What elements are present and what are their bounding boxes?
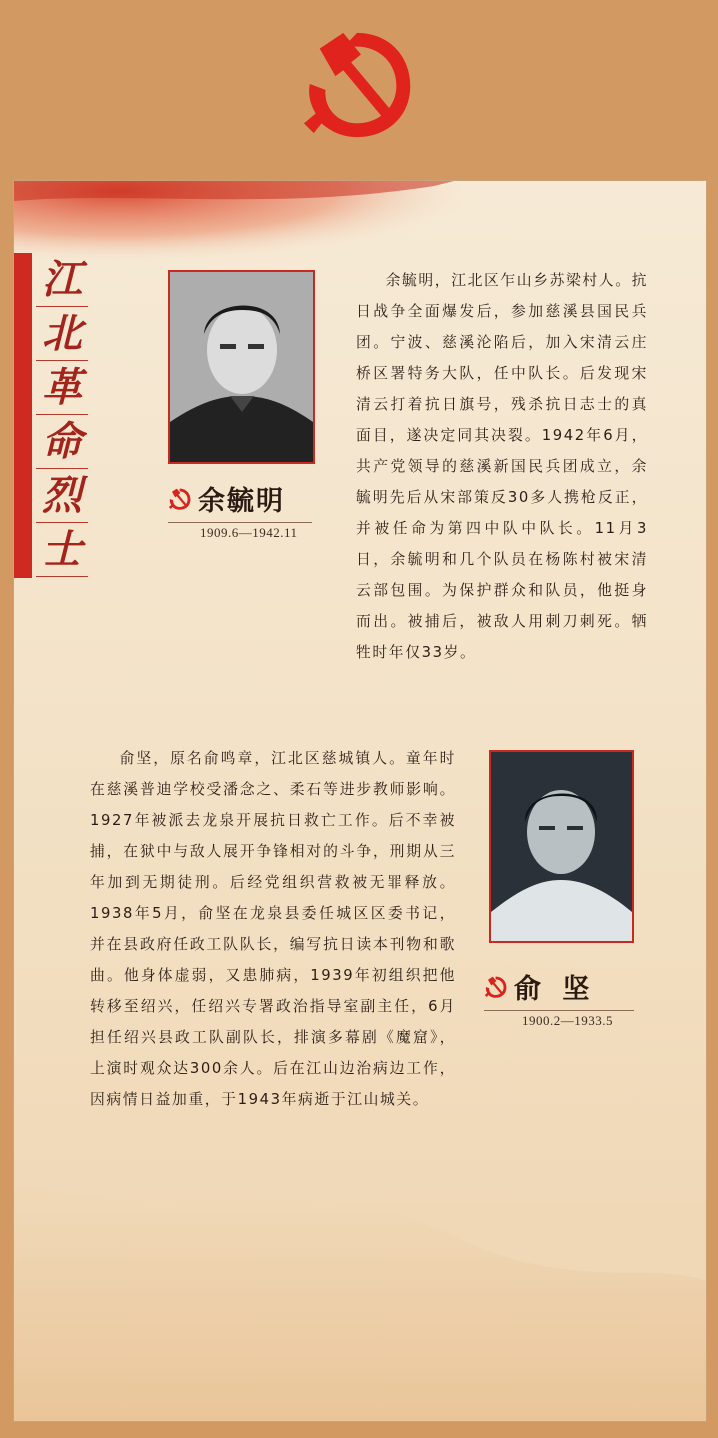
martyr-biography: 俞坚，原名俞鸣章，江北区慈城镇人。童年时在慈溪普迪学校受潘念之、柔石等进步教师影响。1927年被派去龙泉开展抗日救亡工作。后不幸被捕，在狱中与敌人展开争锋相对的斗争，刑期从三年加到无期徒刑。后经党组织营救被无罪释放。1938年5月，俞坚在龙泉县委任城区区委书记，并在县政府任政工队队长，编写抗日读本刊物和歌曲。他身体虚弱，又患肺病，1939年初组织把他转移至绍兴，任绍兴专署政治指导室副主任，6月担任绍兴县政工队副队长，排演多幕剧《魔窟》，上演时观众达300余人。后在江山边治病边工作，因病情日益加重，于1943年病逝于江山城关。 xyxy=(90,750,456,1108)
title-char: 革 xyxy=(36,361,88,415)
content-panel xyxy=(13,180,707,1422)
portrait-photo xyxy=(168,270,315,464)
martyr-name: 余毓明 xyxy=(198,486,285,517)
title-accent-bar xyxy=(14,253,32,578)
title-char: 命 xyxy=(36,415,88,469)
vertical-title xyxy=(36,253,88,577)
hammer-sickle-icon xyxy=(168,487,192,511)
martyr-biography: 余毓明，江北区乍山乡苏梁村人。抗日战争全面爆发后，参加慈溪县国民兵团。宁波、慈溪沦陷后，加入宋清云庄桥区署特务大队，任中队长。后发现宋清云打着抗日旗号，残杀抗日志士的真面目，遂决定同其决裂。1942年6月，共产党领导的慈溪新国民兵团成立，余毓明先后从宋部策反30多人携枪反正，并被任命为第四中队中队长。11月3日，余毓明和几个队员在杨陈村被宋清云部包围。为保护群众和队员，他挺身而出。被捕后，被敌人用刺刀刺死。牺牲时年仅33岁。 xyxy=(356,272,648,661)
life-dates: 1900.2—1933.5 xyxy=(522,1013,613,1028)
title-char: 北 xyxy=(36,307,88,361)
hammer-sickle-icon xyxy=(484,975,508,999)
martyr-name-block xyxy=(168,479,312,541)
hammer-sickle-icon xyxy=(300,25,418,143)
portrait-photo xyxy=(489,750,634,943)
title-char: 士 xyxy=(36,523,88,577)
name-divider xyxy=(484,1010,634,1011)
life-dates: 1909.6—1942.11 xyxy=(200,525,298,540)
title-char: 烈 xyxy=(36,469,88,523)
martyr-name: 俞 坚 xyxy=(514,974,596,1005)
martyr-name-block xyxy=(484,967,634,1029)
name-divider xyxy=(168,522,312,523)
title-char: 江 xyxy=(36,253,88,307)
